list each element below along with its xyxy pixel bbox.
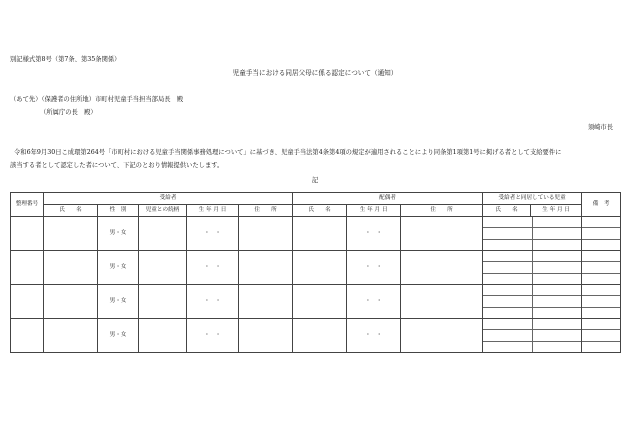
cell-child-subgrid[interactable] xyxy=(483,217,582,251)
cell-spouse-name[interactable] xyxy=(293,319,347,353)
cell-dob: ・ ・ xyxy=(187,251,239,285)
header-spouse-name: 氏 名 xyxy=(293,205,347,217)
cell-spouse-address[interactable] xyxy=(401,251,483,285)
cell-child-subgrid[interactable] xyxy=(483,251,582,285)
body-line-1: 令和6年9月30日こ成環第264号「市町村における児童手当関係事務処理について」に基づき、児童手当法第4条第4項の規定が適用されることにより同条第1項第1号に掲げる者として支給要件に xyxy=(14,149,562,156)
header-spouse-dob: 生 年 月 日 xyxy=(347,205,401,217)
table-row xyxy=(11,285,621,319)
cell-spouse-name[interactable] xyxy=(293,251,347,285)
cell-spouse-address[interactable] xyxy=(401,319,483,353)
cell-name[interactable] xyxy=(44,217,98,251)
form-number: 別記様式第8号（第7条、第35条関係） xyxy=(10,56,121,63)
body-line-2: 該当する者として認定した者について、下記のとおり情報提供いたします。 xyxy=(10,162,224,169)
cell-sex: 男・女 xyxy=(98,217,139,251)
cell-sex: 男・女 xyxy=(98,319,139,353)
table-row xyxy=(11,319,621,353)
header-spouse: 配偶者 xyxy=(293,193,483,205)
cell-biko[interactable] xyxy=(582,319,621,353)
sender: 須崎市長 xyxy=(587,124,613,131)
cell-spouse-dob: ・ ・ xyxy=(347,251,401,285)
cell-address[interactable] xyxy=(239,251,293,285)
cell-relation[interactable] xyxy=(139,319,187,353)
addressee-line-2: （所属庁の長 殿） xyxy=(40,109,97,116)
table-row xyxy=(11,251,621,285)
header-biko: 備 考 xyxy=(582,193,621,217)
ki-heading: 記 xyxy=(311,177,319,184)
header-dob: 生 年 月 日 xyxy=(187,205,239,217)
cell-seiri-bango[interactable] xyxy=(11,285,44,319)
header-child-dob: 生 年 月 日 xyxy=(531,205,582,217)
cell-biko[interactable] xyxy=(582,251,621,285)
header-seiri-bango: 整理番号 xyxy=(11,193,44,217)
header-relation: 児童との続柄 xyxy=(139,205,187,217)
cell-relation[interactable] xyxy=(139,285,187,319)
header-recipient: 受給者 xyxy=(44,193,293,205)
cell-seiri-bango[interactable] xyxy=(11,319,44,353)
header-name: 氏 名 xyxy=(44,205,98,217)
cell-dob: ・ ・ xyxy=(187,285,239,319)
cell-spouse-dob: ・ ・ xyxy=(347,217,401,251)
cell-spouse-dob: ・ ・ xyxy=(347,285,401,319)
cell-sex: 男・女 xyxy=(98,251,139,285)
cell-address[interactable] xyxy=(239,285,293,319)
info-table xyxy=(10,192,621,353)
header-spouse-address: 住 所 xyxy=(401,205,483,217)
header-cohabiting-child: 受給者と同居している児童 xyxy=(483,193,582,205)
document-title: 児童手当における同居父母に係る認定について（通知） xyxy=(232,69,398,77)
cell-spouse-name[interactable] xyxy=(293,217,347,251)
cell-biko[interactable] xyxy=(582,285,621,319)
cell-child-subgrid[interactable] xyxy=(483,285,582,319)
cell-spouse-name[interactable] xyxy=(293,285,347,319)
cell-spouse-dob: ・ ・ xyxy=(347,319,401,353)
table-row xyxy=(11,217,621,251)
cell-name[interactable] xyxy=(44,251,98,285)
cell-child-subgrid[interactable] xyxy=(483,319,582,353)
cell-name[interactable] xyxy=(44,285,98,319)
cell-relation[interactable] xyxy=(139,217,187,251)
cell-spouse-address[interactable] xyxy=(401,217,483,251)
header-address: 住 所 xyxy=(239,205,293,217)
cell-address[interactable] xyxy=(239,217,293,251)
cell-biko[interactable] xyxy=(582,217,621,251)
cell-seiri-bango[interactable] xyxy=(11,251,44,285)
cell-dob: ・ ・ xyxy=(187,319,239,353)
addressee-line-1: （あて先）（保護者の住所地）市町村児童手当担当部局長 殿 xyxy=(10,96,184,103)
header-child-name: 氏 名 xyxy=(483,205,531,217)
cell-address[interactable] xyxy=(239,319,293,353)
cell-name[interactable] xyxy=(44,319,98,353)
header-sex: 性 別 xyxy=(98,205,139,217)
cell-sex: 男・女 xyxy=(98,285,139,319)
cell-seiri-bango[interactable] xyxy=(11,217,44,251)
cell-spouse-address[interactable] xyxy=(401,285,483,319)
cell-dob: ・ ・ xyxy=(187,217,239,251)
cell-relation[interactable] xyxy=(139,251,187,285)
